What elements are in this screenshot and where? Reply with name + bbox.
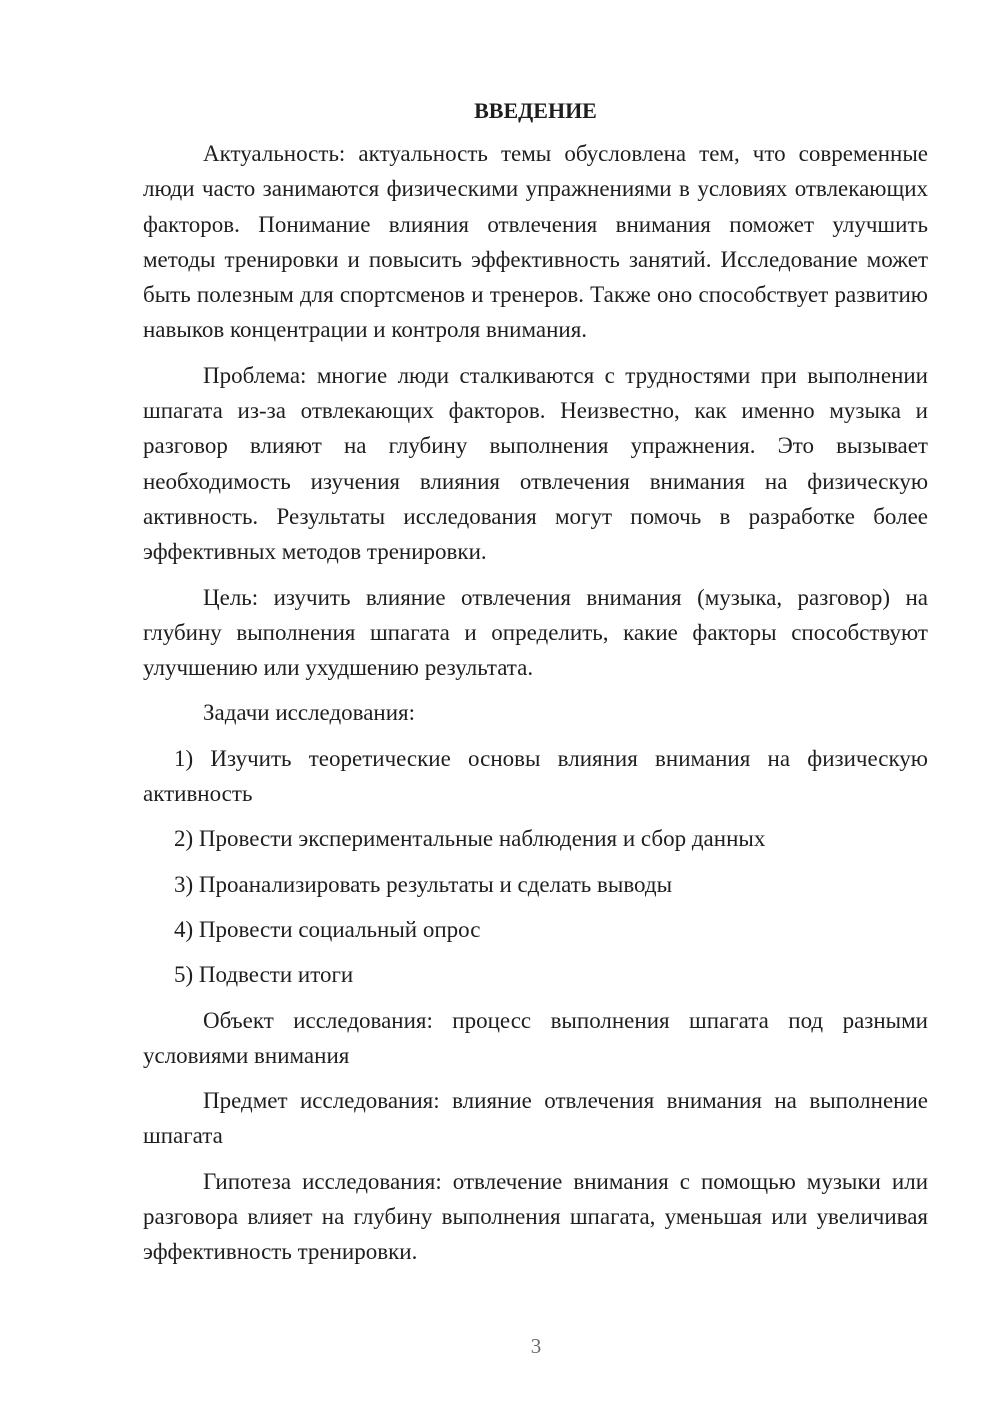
document-body	[143, 96, 928, 1280]
paragraph-problem: Проблема: многие люди сталкиваются с трудностями при выполнении шпагата из-за отвлекающих факторов. Неизвестно, как именно музыка и разговор влияют на глубину выполнения упражнения. Это вызывает необходимость изучения влияния отвлечения внимания на физическую активность. Результаты исследования могут помочь в разработке более эффективных методов тренировки.	[143, 362, 928, 565]
page-number: 3	[530, 1334, 542, 1358]
task-item: 3) Проанализировать результаты и сделать выводы	[174, 871, 673, 897]
task-item: 2) Провести экспериментальные наблюдения и сбор данных	[174, 826, 766, 852]
paragraph-object: Объект исследования: процесс выполнения шпагата под разными условиями внимания	[143, 1007, 928, 1068]
paragraph-hypothesis: Гипотеза исследования: отвлечение внимания с помощью музыки или разговора влияет на глубину выполнения шпагата, уменьшая или увеличивая эффективность тренировки.	[143, 1168, 928, 1265]
task-item: 5) Подвести итоги	[174, 962, 354, 988]
task-item: 4) Провести социальный опрос	[174, 916, 481, 942]
page-title: ВВЕДЕНИЕ	[474, 98, 597, 123]
tasks-heading: Задачи исследования:	[203, 700, 416, 726]
paragraph-relevance: Актуальность: актуальность темы обусловлена тем, что современные люди часто занимаются физическими упражнениями в условиях отвлекающих факторов. Понимание влияния отвлечения внимания поможет улучшить методы тренировки и повысить эффективность занятий. Исследование может быть полезным для спортсменов и тренеров. Также оно способствует развитию навыков концентрации и контроля внимания.	[143, 141, 928, 343]
paragraph-subject: Предмет исследования: влияние отвлечения внимания на выполнение шпагата	[143, 1088, 928, 1149]
task-item: 1) Изучить теоретические основы влияния внимания на физическую активность	[143, 745, 928, 807]
paragraph-goal: Цель: изучить влияние отвлечения внимания (музыка, разговор) на глубину выполнения шпагата и определить, какие факторы способствуют улучшению или ухудшению результата.	[143, 584, 928, 681]
